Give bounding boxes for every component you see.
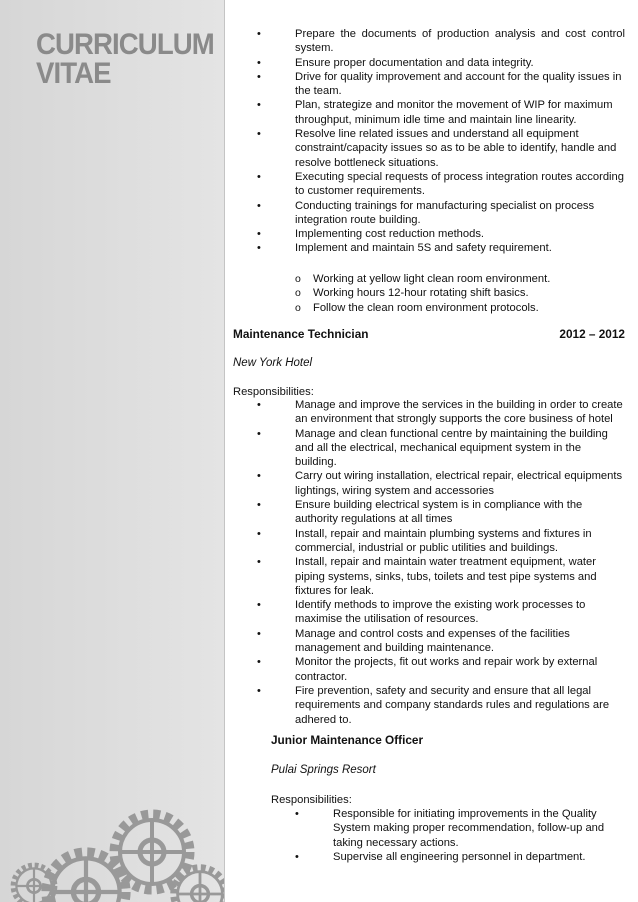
list-item: • Install, repair and maintain plumbing systems and fixtures in commercial, industrial or public utilities and buildings. [233, 527, 625, 556]
job0-duties [233, 27, 625, 256]
list-item: • Resolve line related issues and understand all equipment constraint/capacity issues so as to be able to identify, handle and resolve bottleneck situations. [233, 127, 625, 170]
list-item: • Manage and control costs and expenses of the facilities management and building maintenance. [233, 627, 625, 656]
job2-company: Pulai Springs Resort [271, 764, 376, 776]
list-item: • Drive for quality improvement and account for the quality issues in the team. [233, 70, 625, 99]
job1-title: Maintenance Technician [233, 327, 369, 341]
list-item: • Executing special requests of process integration routes according to customer requirements. [233, 170, 625, 199]
sidebar [0, 0, 225, 902]
list-item: • Manage and clean functional centre by maintaining the building and all the electrical, mechanical equipment system in the building. [233, 427, 625, 470]
list-item: • Fire prevention, safety and security and ensure that all legal requirements and company standards rules and regulations are adhered to. [233, 684, 625, 727]
list-item: • Manage and improve the services in the building in order to create an environment that strongly supports the core business of hotel [233, 398, 625, 427]
list-item: • Install, repair and maintain water treatment equipment, water piping systems, sinks, tubs, toilets and test pipe systems and fixtures for leak. [233, 555, 625, 598]
job2-responsibilities-label: Responsibilities: [271, 794, 352, 806]
list-item: • Prepare the documents of production analysis and cost control system. [233, 27, 625, 56]
list-item: • Implement and maintain 5S and safety requirement. [233, 241, 625, 255]
list-item: • Ensure proper documentation and data integrity. [233, 56, 625, 70]
job2-duties [271, 807, 625, 864]
job1-duties [233, 398, 625, 727]
list-item: • Ensure building electrical system is in compliance with the authority regulations at all times [233, 498, 625, 527]
list-item: • Conducting trainings for manufacturing specialist on process integration route building. [233, 199, 625, 228]
main-content [233, 0, 631, 902]
cv-title-line2: VITAE [36, 57, 111, 90]
job1-company: New York Hotel [233, 357, 313, 369]
sub-list-item: o Working hours 12-hour rotating shift basics. [233, 286, 625, 300]
sub-list-item: o Follow the clean room environment protocols. [233, 301, 625, 315]
list-item: • Supervise all engineering personnel in department. [271, 850, 625, 864]
job0-sub-items [233, 272, 625, 315]
list-item: • Identify methods to improve the existing work processes to maximise the utilisation of resources. [233, 598, 625, 627]
list-item: • Monitor the projects, fit out works and repair work by external contractor. [233, 655, 625, 684]
cv-title [36, 30, 214, 88]
job2-title: Junior Maintenance Officer [271, 733, 424, 747]
gears-icon [0, 790, 224, 902]
list-item: • Implementing cost reduction methods. [233, 227, 625, 241]
job1-dates: 2012 – 2012 [559, 327, 625, 341]
list-item: • Responsible for initiating improvements in the Quality System making proper recommendation, follow-up and taking necessary actions. [271, 807, 625, 850]
list-item: • Plan, strategize and monitor the movement of WIP for maximum throughput, minimum idle time and maintain line linearity. [233, 98, 625, 127]
list-item: • Carry out wiring installation, electrical repair, electrical equipments lightings, wiring system and accessories [233, 469, 625, 498]
cv-title-line1: CURRICULUM [36, 28, 214, 61]
job1-responsibilities-label: Responsibilities: [233, 386, 314, 398]
sub-list-item: o Working at yellow light clean room environment. [233, 272, 625, 286]
